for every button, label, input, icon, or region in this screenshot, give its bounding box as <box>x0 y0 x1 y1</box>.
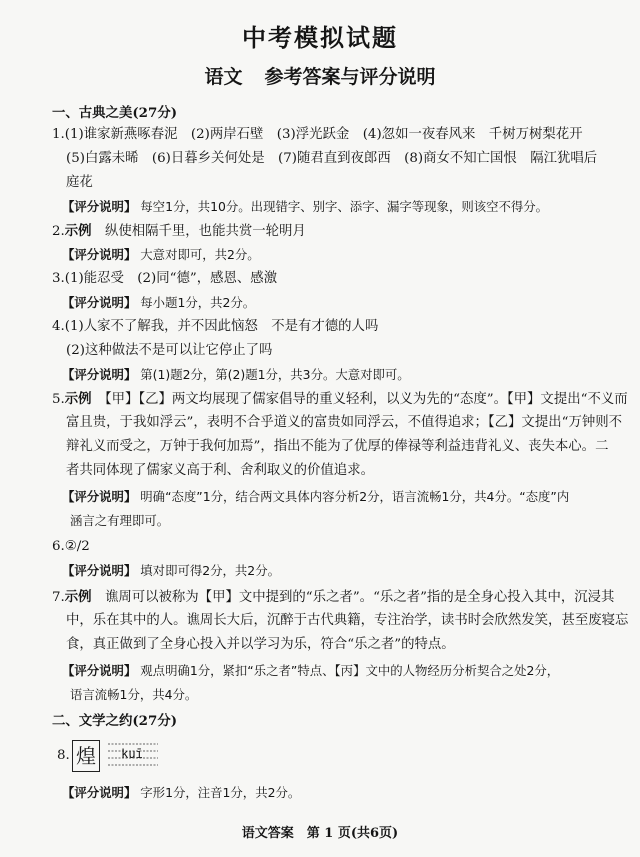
section-heading-2: 二、文学之约(27分) <box>52 713 178 729</box>
q1-line-1: 1.(1)谁家新燕啄春泥 (2)两岸石壁 (3)浮光跃金 (4)忽如一夜春风来 千树万树梨花开 <box>52 127 583 142</box>
q5-scoring-note-cont: 涵言之有理即可。 <box>70 513 170 528</box>
page-footer: 语文答案 第 1 页(共6页) <box>241 826 399 841</box>
q7-scoring-note-cont: 语言流畅1分，共4分。 <box>70 687 198 702</box>
q7-line-3: 食，真正做到了全身心投入并以学习为乐，符合“乐之者”的特点。 <box>66 637 455 652</box>
page-title: 中考模拟试题 <box>242 23 398 52</box>
q3-scoring-note: 【评分说明】 每小题1分，共2分。 <box>62 295 256 310</box>
q5-line-4: 者共同体现了儒家义高于利、舍利取义的价值追求。 <box>66 463 374 478</box>
q1-scoring-note: 【评分说明】 每空1分，共10分。出现错字、别字、添字、漏字等现象，则该空不得分。 <box>62 199 549 214</box>
example-label: 示例 <box>64 391 92 407</box>
scoring-tag: 【评分说明】 <box>62 489 137 504</box>
q5-line-3: 辩礼义而受之，万钟于我何加焉”，指出不能为了优厚的俸禄等利益违背礼义、丧失本心。二 <box>66 439 609 454</box>
q1-line-3: 庭花 <box>66 175 93 190</box>
q5-scoring-note: 【评分说明】 明确“态度”1分，结合两文具体内容分析2分，语言流畅1分，共4分。“态度”内 <box>62 489 570 504</box>
q8-character-box: 煌 <box>72 740 100 772</box>
example-label: 示例 <box>64 589 92 605</box>
q6-scoring-note: 【评分说明】 填对即可得2分，共2分。 <box>62 563 280 578</box>
scoring-tag: 【评分说明】 <box>62 199 137 214</box>
q8-number: 8. <box>57 748 70 763</box>
q4-line-2: (2)这种做法不是可以让它停止了吗 <box>66 343 273 358</box>
q5-line-1: 5.示例 【甲】【乙】两文均展现了儒家倡导的重义轻利，以义为先的“态度”。【甲】文提出“不义而 <box>52 391 628 407</box>
q4-line-1: 4.(1)人家不了解我，并不因此恼怒 不是有才德的人吗 <box>52 319 379 334</box>
q2-scoring-note: 【评分说明】 大意对即可，共2分。 <box>62 247 260 262</box>
scoring-tag: 【评分说明】 <box>62 247 137 262</box>
q7-line-2: 中，乐在其中的人。谯周长大后，沉醉于古代典籍，专注治学，读书时会欣然发笑，甚至废寝忘 <box>66 613 629 628</box>
scoring-tag: 【评分说明】 <box>62 563 137 578</box>
q7-line-1: 7.示例 谯周可以被称为【甲】文中提到的“乐之者”。“乐之者”指的是全身心投入其中，沉浸其 <box>52 589 615 605</box>
subtitle-text: 参考答案与评分说明 <box>264 66 436 88</box>
scoring-tag: 【评分说明】 <box>62 785 137 800</box>
q6-line: 6.②/2 <box>52 539 90 554</box>
q5-line-2: 富且贵，于我如浮云”，表明不合乎道义的富贵如同浮云，不值得追求；【乙】文提出“万钟则不 <box>66 415 623 430</box>
q1-line-2: (5)白露未晞 (6)日暮乡关何处是 (7)随君直到夜郎西 (8)商女不知亡国恨 隔江犹唱后 <box>66 151 598 166</box>
q2-line: 2.示例 纵使相隔千里，也能共赏一轮明月 <box>52 223 306 239</box>
scoring-tag: 【评分说明】 <box>62 295 137 310</box>
q3-line: 3.(1)能忍受 (2)同“德”，感恩、感激 <box>52 271 278 286</box>
q8-scoring-note: 【评分说明】 字形1分，注音1分，共2分。 <box>62 785 301 800</box>
subject-label: 语文 <box>204 66 243 88</box>
q8-pinyin: kuī <box>121 747 143 761</box>
q4-scoring-note: 【评分说明】 第(1)题2分，第(2)题1分，共3分。大意对即可。 <box>62 367 410 382</box>
section-heading-1: 一、古典之美(27分) <box>52 105 178 121</box>
scoring-tag: 【评分说明】 <box>62 367 137 382</box>
page-subtitle <box>0 62 640 89</box>
scoring-tag: 【评分说明】 <box>62 663 137 678</box>
q7-scoring-note: 【评分说明】 观点明确1分，紧扣“乐之者”特点、【丙】文中的人物经历分析契合之处2分， <box>62 663 560 678</box>
example-label: 示例 <box>64 223 92 239</box>
